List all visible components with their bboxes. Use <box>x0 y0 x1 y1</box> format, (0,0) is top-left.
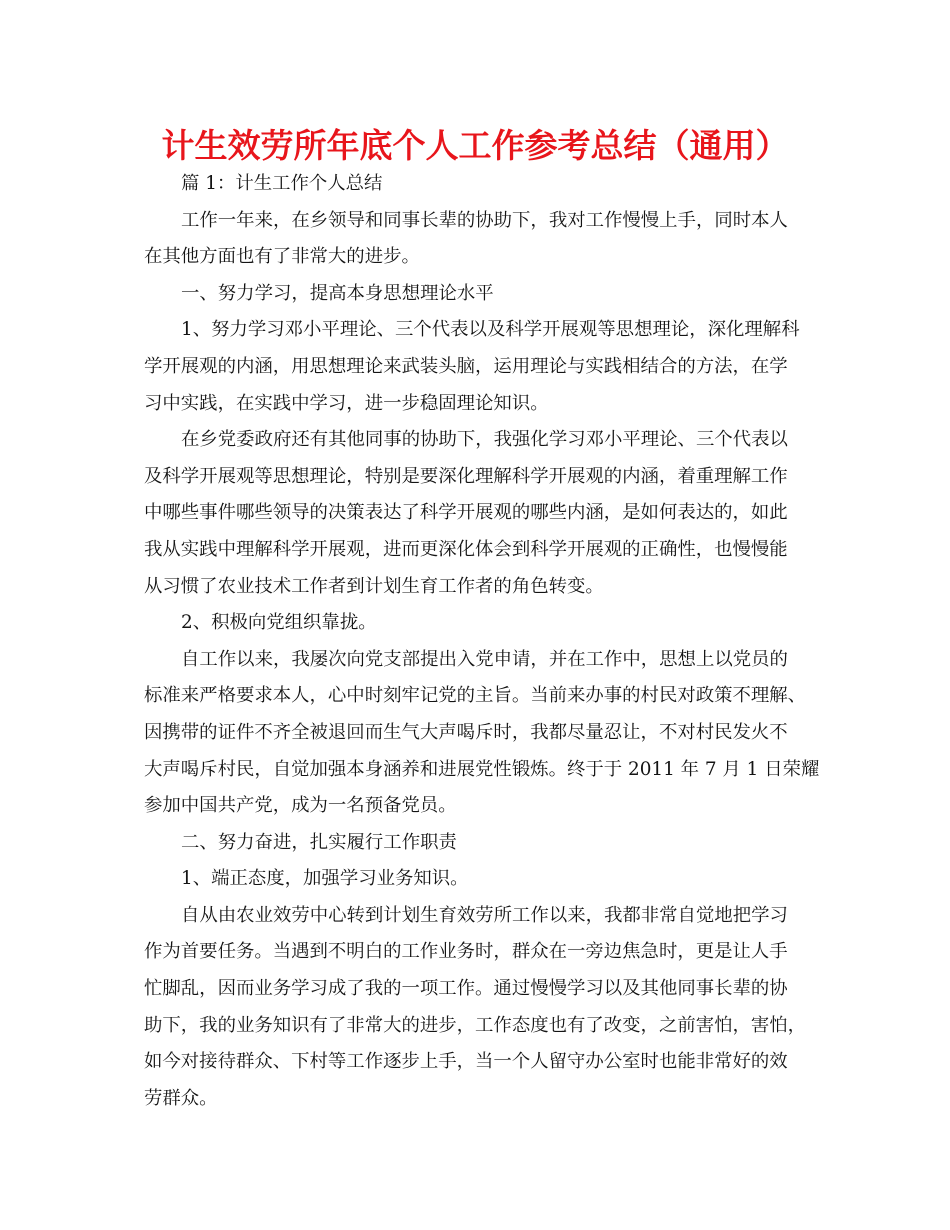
paragraph-line: 标准来严格要求本人，心中时刻牢记党的主旨。当前来办事的村民对政策不理解、 <box>144 685 807 707</box>
paragraph-line: 如今对接待群众、下村等工作逐步上手，当一个人留守办公室时也能非常好的效 <box>144 1051 788 1073</box>
paragraph-line: 2、积极向党组织靠拢。 <box>181 612 377 634</box>
paragraph-line: 因携带的证件不齐全被退回而生气大声喝斥时，我都尽量忍让，不对村民发火不 <box>144 721 788 743</box>
paragraph-line: 忙脚乱，因而业务学习成了我的一项工作。通过慢慢学习以及其他同事长辈的协 <box>144 978 788 1000</box>
paragraph-line: 工作一年来，在乡领导和同事长辈的协助下，我对工作慢慢上手，同时本人 <box>181 209 788 231</box>
document-body <box>144 166 820 1117</box>
paragraph-line: 中哪些事件哪些领导的决策表达了科学开展观的哪些内涵，是如何表达的，如此 <box>144 502 788 524</box>
paragraph-line: 参加中国共产党，成为一名预备党员。 <box>144 795 457 817</box>
paragraph-line: 习中实践，在实践中学习，进一步稳固理论知识。 <box>144 392 549 414</box>
paragraph-line: 在其他方面也有了非常大的进步。 <box>144 246 420 268</box>
paragraph-line: 大声喝斥村民，自觉加强本身涵养和进展党性锻炼。终于于 2011 年 7 月 1 日荣耀 <box>144 758 820 780</box>
paragraph-line: 从习惯了农业技术工作者到计划生育工作者的角色转变。 <box>144 575 604 597</box>
paragraph-line: 一、努力学习，提高本身思想理论水平 <box>181 282 494 304</box>
paragraph-line: 篇 1：计生工作个人总结 <box>181 173 383 194</box>
paragraph-line: 学开展观的内涵，用思想理论来武装头脑，运用理论与实践相结合的方法，在学 <box>144 355 788 377</box>
paragraph-line: 1、努力学习邓小平理论、三个代表以及科学开展观等思想理论，深化理解科 <box>181 319 800 341</box>
document-title: 计生效劳所年底个人工作参考总结（通用） <box>161 126 789 165</box>
paragraph-line: 二、努力奋进，扎实履行工作职责 <box>181 831 457 853</box>
paragraph-line: 自从由农业效劳中心转到计划生育效劳所工作以来，我都非常自觉地把学习 <box>181 904 788 926</box>
paragraph-line: 在乡党委政府还有其他同事的协助下，我强化学习邓小平理论、三个代表以 <box>181 429 788 451</box>
paragraph-line: 我从实践中理解科学开展观，进而更深化体会到科学开展观的正确性，也慢慢能 <box>144 538 788 560</box>
paragraph-line: 助下，我的业务知识有了非常大的进步，工作态度也有了改变，之前害怕，害怕， <box>144 1014 807 1036</box>
paragraph-line: 及科学开展观等思想理论，特别是要深化理解科学开展观的内涵，着重理解工作 <box>144 465 788 487</box>
paragraph-line: 1、端正态度，加强学习业务知识。 <box>181 868 469 890</box>
paragraph-line: 作为首要任务。当遇到不明白的工作业务时，群众在一旁边焦急时，更是让人手 <box>144 941 788 963</box>
paragraph-line: 劳群众。 <box>144 1087 218 1109</box>
paragraph-line: 自工作以来，我屡次向党支部提出入党申请，并在工作中，思想上以党员的 <box>181 648 788 670</box>
